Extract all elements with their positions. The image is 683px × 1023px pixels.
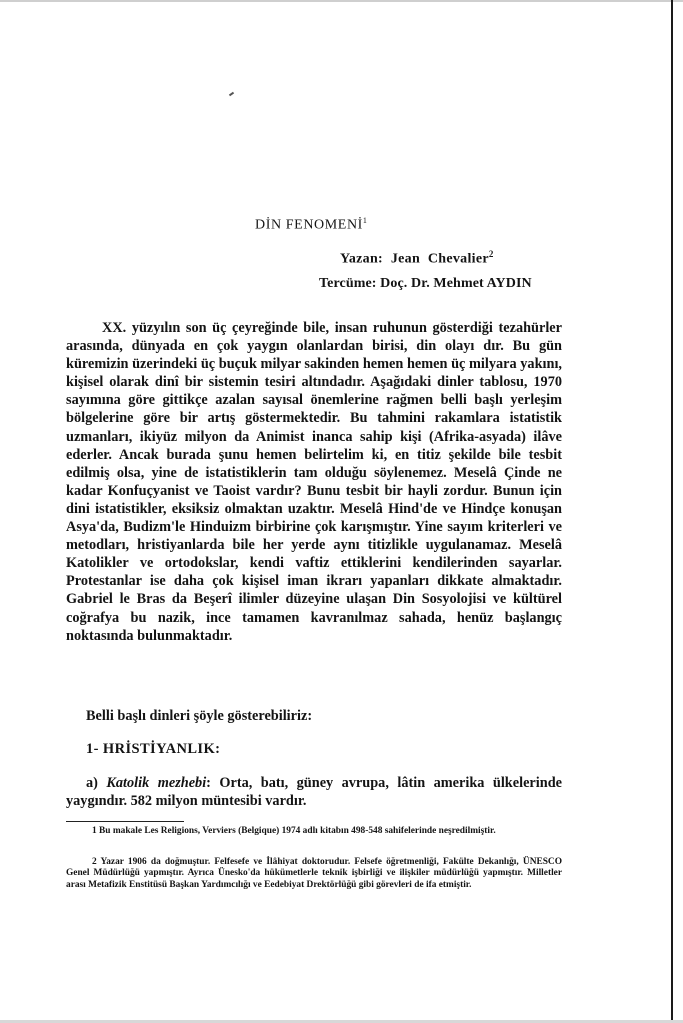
list-intro-paragraph: Belli başlı dinleri şöyle gösterebiliriz: bbox=[86, 708, 313, 724]
footnote-2: 2 Yazar 1906 da doğmuştur. Felfesefe ve İlâhiyat doktorudur. Felsefe öğretmenliği, Fakülte Dekanlığı, ÜNESCO Genel Müdürlüğü yapmıştır. Ayrıca Ünesko'da hükümetlerle teknik işbirliği ve ilişkiler müdürlüğü yapmıştır. Milletler arası Metafizik Enstitüsü Başkan Yardımcılığı ve Eedebiyat Drektörlüğü gibi görevleri de ifa etmiştir. bbox=[66, 857, 562, 890]
section-heading: 1- HRİSTİYANLIK: bbox=[86, 741, 221, 757]
translator-line: Tercüme: Doç. Dr. Mehmet AYDIN bbox=[319, 276, 532, 291]
catholic-description: : Orta, batı, güney avrupa, lâtin amerika ülkelerinde yaygındır. 582 milyon müntesibi vardır. bbox=[66, 775, 562, 810]
author-line bbox=[340, 249, 494, 268]
article-title-text: DİN FENOMENİ bbox=[255, 217, 363, 233]
intro-paragraph: XX. yüzyılın son üç çeyreğinde bile, insan ruhunun gösterdiği tezahürler arasında, dünyada en çok yaygın olanlardan birisi, din olayı dır. Bu gün küremizin üzerindeki üç buçuk milyar sakinden hemen hemen üç milyara yakını, kişisel olarak dinî bir sistemin tesiri altındadır. Aşağıdaki dinler tablosu, 1970 sayımına göre gittikçe azalan sayısal önemlerine rağmen belli başlı yerleşim bölgelerine göre bir artış göstermektedir. Bu tahmini rakamlara istatistik uzmanları, ikiyüz milyon da Animist inanca sahip kişi (Afrika-asyada) ilâve ederler. Ancak burada şunu hemen belirtelim ki, en titiz şekilde bile tesbit edilmiş olsa, yine de istatistiklerin tam olduğu söylenemez. Meselâ Çinde ne kadar Konfuçyanist ve Taoist vardır? Bunu tesbit bir hayli zordur. Bunun için dini istatistikler, eksiksiz olmaktan uzaktır. Meselâ Hind'de ve Hindçe konuşan Asya'da, Budizm'le Hinduizm birbirine çok karışmıştır. Yine sayım kriterleri ve metodları, hristiyanlarda bile her yerde aynı titizlikle uygulanamaz. Meselâ Katolikler ve ortodokslar, kendi vaftiz ettiklerini kendilerinden sayarlar. Protestanlar ise daha çok kişisel iman ikrarı yapanları dikkate almaktadır. Gabriel le Bras da Beşerî ilimler düzeyine ulaşan Din Sosyolojisi ve kültürel coğrafya bu nazik, ince tamamen kavranılmaz sahada, henüz başlangıç noktasında bulunmaktadır. bbox=[66, 320, 562, 644]
author-footnote-marker: 2 bbox=[488, 249, 494, 259]
page-right-edge bbox=[671, 0, 673, 1023]
author-name: Jean Chevalier bbox=[390, 251, 489, 267]
catholic-term: Katolik mezhebi bbox=[106, 775, 207, 791]
catholic-paragraph bbox=[66, 774, 562, 810]
title-footnote-marker: 1 bbox=[362, 216, 368, 225]
list-marker: a) bbox=[86, 775, 98, 791]
footnote-rule bbox=[66, 821, 184, 822]
author-label: Yazan: bbox=[340, 251, 384, 267]
footnote-1: 1 Bu makale Les Religions, Verviers (Belgique) 1974 adlı kitabın 498-548 sahifelerinde neşredilmiştir. bbox=[92, 826, 496, 836]
page-top-edge bbox=[0, 0, 683, 2]
scan-speck bbox=[229, 92, 234, 97]
article-title bbox=[255, 216, 368, 234]
